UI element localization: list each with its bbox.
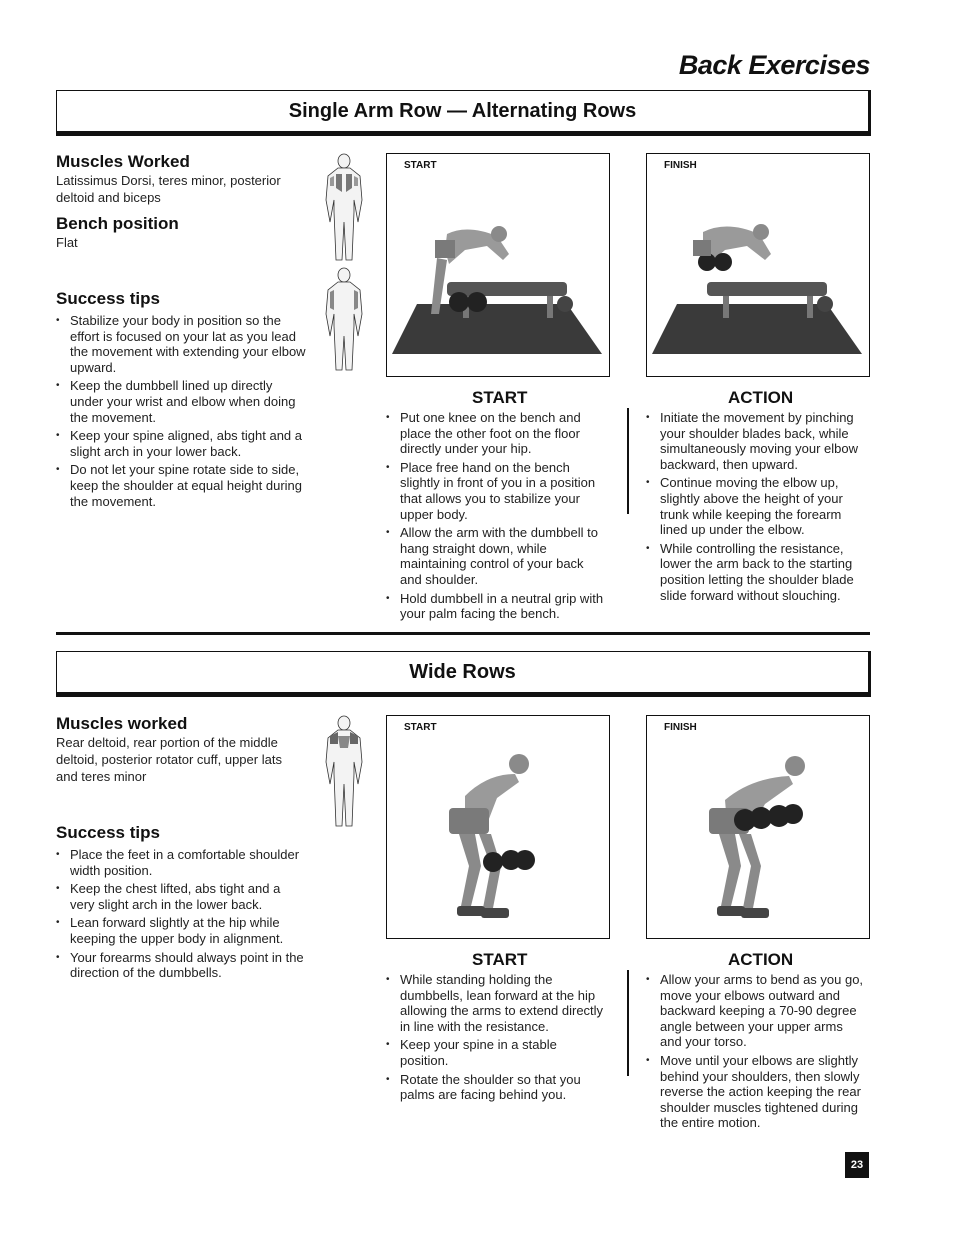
list-item: • Move until your elbows are slightly behind your shoulders, then slowly reverse the action keeping the rear shoulder muscles tightened during the entire motion. [646, 1053, 868, 1131]
finish-photo [646, 153, 870, 377]
muscles-heading: Muscles worked [56, 714, 188, 733]
list-item: • Stabilize your body in position so the effort is focused on your lat as you lead the movement with extending your elbow upward. [56, 313, 306, 375]
list-item: • Allow your arms to bend as you go, move your elbows outward and backward keeping a 70-90 degree angle between your upper arms and your torso. [646, 972, 868, 1050]
section-header-single-arm-row [56, 90, 871, 136]
start-list [386, 972, 608, 1103]
list-item: • Hold dumbbell in a neutral grip with your palm facing the bench. [386, 591, 608, 622]
list-item: • Keep your spine in a stable position. [386, 1037, 608, 1068]
action-column [646, 388, 868, 606]
action-column [646, 950, 868, 1134]
start-heading: START [472, 388, 528, 407]
muscles-heading: Muscles Worked [56, 152, 190, 171]
section-title: Wide Rows [409, 660, 516, 683]
list-item: • While controlling the resistance, lower the arm back to the starting position letting the shoulder blade slide forward without slouching. [646, 541, 868, 603]
anatomy-front-figure [316, 266, 372, 374]
list-item: • Your forearms should always point in the direction of the dumbbells. [56, 950, 306, 981]
section-2-info [56, 714, 306, 984]
list-item: • Keep your spine aligned, abs tight and a slight arch in your lower back. [56, 428, 306, 459]
start-photo [386, 715, 610, 939]
page-title: Back Exercises [678, 50, 870, 80]
anatomy-back-figure [316, 714, 372, 830]
tips-heading: Success tips [56, 823, 160, 842]
action-list [646, 972, 868, 1131]
list-item: • Lean forward slightly at the hip while keeping the upper body in alignment. [56, 915, 306, 946]
list-item: • Place free hand on the bench slightly in front of you in a position that allows you to stabilize your upper body. [386, 460, 608, 522]
column-divider [627, 970, 629, 1076]
section-1-info [56, 152, 306, 512]
photo-label: FINISH [664, 722, 697, 733]
exercise-illustration [647, 154, 869, 376]
start-photo [386, 153, 610, 377]
exercise-illustration [387, 716, 609, 938]
bench-heading: Bench position [56, 214, 179, 233]
list-item: • Keep the dumbbell lined up directly under your wrist and elbow when doing the movement. [56, 378, 306, 425]
list-item: • Keep the chest lifted, abs tight and a very slight arch in the lower back. [56, 881, 306, 912]
exercise-illustration [647, 716, 869, 938]
photo-label: START [404, 722, 437, 733]
list-item: • Do not let your spine rotate side to side, keep the shoulder at equal height during the movement. [56, 462, 306, 509]
list-item: • Put one knee on the bench and place the other foot on the floor directly under your hip. [386, 410, 608, 457]
photo-label: START [404, 160, 437, 171]
exercise-illustration [387, 154, 609, 376]
column-divider [627, 408, 629, 514]
tips-heading: Success tips [56, 289, 160, 308]
list-item: • Initiate the movement by pinching your shoulder blades back, while simultaneously moving your elbow backward, then upward. [646, 410, 868, 472]
start-column [386, 950, 608, 1106]
page-number: 23 [845, 1152, 869, 1178]
tips-list [56, 847, 306, 981]
section-header-wide-rows [56, 651, 871, 697]
action-heading: ACTION [728, 388, 794, 407]
list-item: • Continue moving the elbow up, slightly above the height of your trunk while keeping the forearm lined up under the elbow. [646, 475, 868, 537]
list-item: • While standing holding the dumbbells, lean forward at the hip allowing the arms to extend directly in line with the resistance. [386, 972, 608, 1034]
finish-photo [646, 715, 870, 939]
start-column [386, 388, 608, 625]
bench-text: Flat [56, 235, 78, 250]
section-title: Single Arm Row — Alternating Rows [288, 99, 637, 122]
start-list [386, 410, 608, 622]
action-list [646, 410, 868, 603]
muscles-text: Latissimus Dorsi, teres minor, posterior deltoid and biceps [56, 173, 281, 205]
action-heading: ACTION [728, 950, 794, 969]
photo-label: FINISH [664, 160, 697, 171]
list-item: • Allow the arm with the dumbbell to hang straight down, while maintaining control of your back and shoulder. [386, 525, 608, 587]
muscles-text: Rear deltoid, rear portion of the middle deltoid, posterior rotator cuff, upper lats and teres minor [56, 735, 282, 784]
start-heading: START [472, 950, 528, 969]
tips-list [56, 313, 306, 509]
list-item: • Place the feet in a comfortable shoulder width position. [56, 847, 306, 878]
section-divider [56, 632, 870, 635]
anatomy-back-figure [316, 152, 372, 264]
list-item: • Rotate the shoulder so that you palms are facing behind you. [386, 1072, 608, 1103]
